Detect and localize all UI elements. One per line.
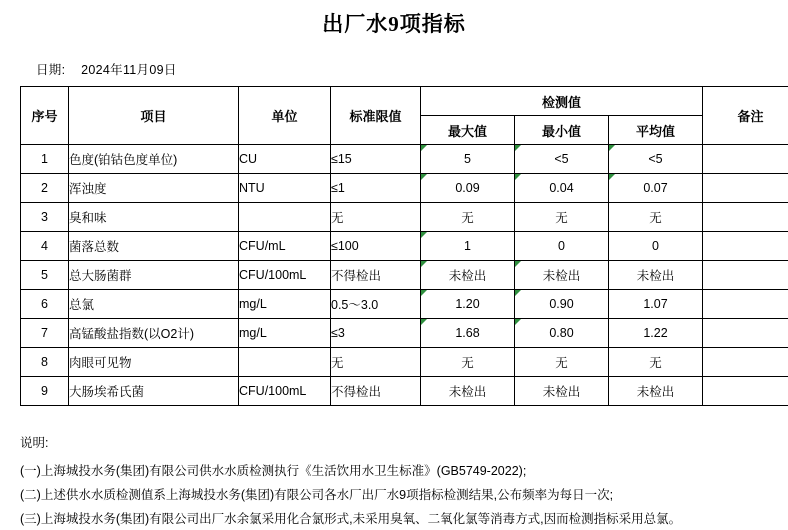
cell-avg: 未检出 — [609, 377, 703, 406]
header-no: 序号 — [21, 87, 69, 145]
cell-min: <5 — [515, 145, 609, 174]
cell-no: 6 — [21, 290, 69, 319]
cell-no: 9 — [21, 377, 69, 406]
cell-max: 1.68 — [421, 319, 515, 348]
header-unit: 单位 — [239, 87, 331, 145]
cell-limit: ≤3 — [331, 319, 421, 348]
cell-no: 5 — [21, 261, 69, 290]
date-value: 2024年11月09日 — [81, 60, 177, 78]
notes-section — [20, 432, 788, 530]
table-row — [21, 145, 788, 174]
cell-max: 0.09 — [421, 174, 515, 203]
cell-unit — [239, 203, 331, 232]
note-line: (一)上海城投水务(集团)有限公司供水水质检测执行《生活饮用水卫生标准》(GB5749-2022); — [20, 460, 788, 482]
cell-min: 无 — [515, 348, 609, 377]
cell-item: 高锰酸盐指数(以O2计) — [69, 319, 239, 348]
cell-no: 4 — [21, 232, 69, 261]
cell-avg: 未检出 — [609, 261, 703, 290]
cell-min: 未检出 — [515, 377, 609, 406]
cell-min: 0.90 — [515, 290, 609, 319]
cell-min: 无 — [515, 203, 609, 232]
cell-remark — [703, 319, 788, 348]
cell-avg: <5 — [609, 145, 703, 174]
cell-max: 无 — [421, 203, 515, 232]
cell-limit: 不得检出 — [331, 377, 421, 406]
cell-remark — [703, 377, 788, 406]
date-label: 日期: — [36, 60, 65, 78]
note-line: (二)上述供水水质检测值系上海城投水务(集团)有限公司各水厂出厂水9项指标检测结果,公布频率为每日一次; — [20, 484, 788, 506]
cell-item: 总氯 — [69, 290, 239, 319]
cell-limit: 无 — [331, 203, 421, 232]
cell-max: 未检出 — [421, 261, 515, 290]
cell-max: 1 — [421, 232, 515, 261]
header-limit: 标准限值 — [331, 87, 421, 145]
header-avg: 平均值 — [609, 116, 703, 145]
cell-unit: CU — [239, 145, 331, 174]
note-line: (三)上海城投水务(集团)有限公司出厂水余氯采用化合氯形式,未采用臭氧、二氧化氯等消毒方式,因而检测指标采用总氯。 — [20, 508, 788, 530]
cell-no: 2 — [21, 174, 69, 203]
cell-no: 1 — [21, 145, 69, 174]
cell-avg: 无 — [609, 203, 703, 232]
cell-avg: 0 — [609, 232, 703, 261]
cell-remark — [703, 145, 788, 174]
header-max: 最大值 — [421, 116, 515, 145]
cell-remark — [703, 290, 788, 319]
cell-limit: 不得检出 — [331, 261, 421, 290]
cell-remark — [703, 348, 788, 377]
header-min: 最小值 — [515, 116, 609, 145]
cell-unit: mg/L — [239, 290, 331, 319]
cell-avg: 1.07 — [609, 290, 703, 319]
cell-min: 0 — [515, 232, 609, 261]
cell-item: 肉眼可见物 — [69, 348, 239, 377]
date-line — [36, 60, 788, 78]
table-row — [21, 232, 788, 261]
cell-unit: CFU/mL — [239, 232, 331, 261]
cell-avg: 无 — [609, 348, 703, 377]
cell-unit — [239, 348, 331, 377]
cell-min: 未检出 — [515, 261, 609, 290]
cell-item: 大肠埃希氏菌 — [69, 377, 239, 406]
table-row — [21, 348, 788, 377]
water-quality-table — [20, 86, 788, 406]
cell-limit: 无 — [331, 348, 421, 377]
table-row — [21, 203, 788, 232]
cell-remark — [703, 174, 788, 203]
cell-item: 浑浊度 — [69, 174, 239, 203]
cell-min: 0.80 — [515, 319, 609, 348]
page-title: 出厂水9项指标 — [0, 8, 788, 38]
cell-no: 3 — [21, 203, 69, 232]
cell-limit: ≤100 — [331, 232, 421, 261]
notes-heading: 说明: — [20, 432, 788, 454]
cell-item: 总大肠菌群 — [69, 261, 239, 290]
table-row — [21, 174, 788, 203]
table-row — [21, 261, 788, 290]
cell-no: 7 — [21, 319, 69, 348]
cell-remark — [703, 232, 788, 261]
cell-unit: mg/L — [239, 319, 331, 348]
table-row — [21, 377, 788, 406]
cell-max: 无 — [421, 348, 515, 377]
cell-unit: CFU/100mL — [239, 261, 331, 290]
cell-limit: ≤1 — [331, 174, 421, 203]
cell-unit: NTU — [239, 174, 331, 203]
cell-limit: 0.5～3.0 — [331, 290, 421, 319]
cell-max: 1.20 — [421, 290, 515, 319]
cell-item: 菌落总数 — [69, 232, 239, 261]
cell-item: 色度(铂钴色度单位) — [69, 145, 239, 174]
cell-max: 未检出 — [421, 377, 515, 406]
table-row — [21, 319, 788, 348]
cell-remark — [703, 203, 788, 232]
cell-max: 5 — [421, 145, 515, 174]
cell-remark — [703, 261, 788, 290]
cell-avg: 1.22 — [609, 319, 703, 348]
table-header-row-1 — [21, 87, 788, 116]
cell-min: 0.04 — [515, 174, 609, 203]
cell-no: 8 — [21, 348, 69, 377]
header-remark: 备注 — [703, 87, 788, 145]
cell-avg: 0.07 — [609, 174, 703, 203]
cell-item: 臭和味 — [69, 203, 239, 232]
cell-limit: ≤15 — [331, 145, 421, 174]
document-page — [0, 8, 788, 519]
header-measured-group: 检测值 — [421, 87, 703, 116]
cell-unit: CFU/100mL — [239, 377, 331, 406]
header-item: 项目 — [69, 87, 239, 145]
table-row — [21, 290, 788, 319]
